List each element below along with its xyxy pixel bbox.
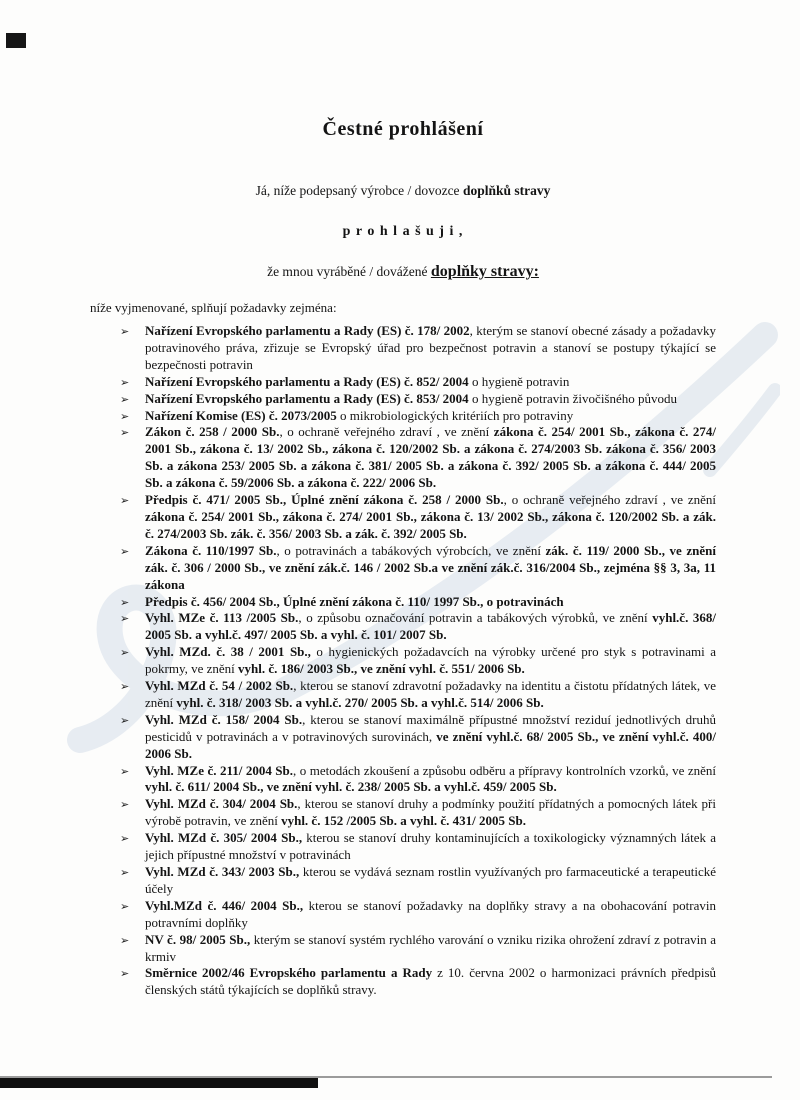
list-item [90,644,716,678]
list-item-text: Vyhl. MZd. č. 38 / 2001 Sb., o hygienických požadavcích na výrobky určené pro styk s potravinami a pokrmy, ve znění vyhl. č. 186/ 2003 Sb., ve znění vyhl. č. 551/ 2006 Sb. [145,644,716,677]
list-item [90,594,716,611]
list-item [90,543,716,594]
list-item-text: NV č. 98/ 2005 Sb., kterým se stanoví systém rychlého varování o vzniku rizika ohrožení zdraví z potravin a krmiv [145,931,716,964]
arrow-bullet-icon: ➢ [120,612,130,626]
arrow-bullet-icon: ➢ [120,544,130,558]
scan-artifact-top-left [6,33,26,48]
arrow-bullet-icon: ➢ [120,680,130,694]
arrow-bullet-icon: ➢ [120,595,130,609]
arrow-bullet-icon: ➢ [120,426,130,440]
list-item [90,492,716,543]
intro-line-3: níže vyjmenované, splňují požadavky zejména: [90,300,337,315]
arrow-bullet-icon: ➢ [120,713,130,727]
intro-line-2 [90,263,716,281]
intro-line-1-bold: doplňků stravy [462,183,551,198]
arrow-bullet-icon: ➢ [120,646,130,660]
list-item [90,374,716,391]
intro-line-1 [90,183,716,199]
list-item-text: Vyhl. MZd č. 343/ 2003 Sb., kterou se vydává seznam rostlin využívaných pro farmaceutické a terapeutické účely [145,864,716,896]
list-item-text: Vyhl. MZd č. 54 / 2002 Sb., kterou se stanoví zdravotní požadavky na identitu a čistotu přídatných látek, ve znění vyhl. č. 318/ 2003 Sb. a vyhl.č. 270/ 2005 Sb. a vyhl.č. 514/ 2006 Sb. [145,678,716,710]
list-item [90,712,716,763]
arrow-bullet-icon: ➢ [120,392,130,406]
list-item-text: Vyhl. MZe č. 211/ 2004 Sb., o metodách zkoušení a způsobu odběru a přípravy kontrolních vzorků, ve znění vyhl. č. 611/ 2004 Sb., ve znění vyhl. č. 238/ 2005 Sb. a vyhl.č. 459/ 2005 Sb. [145,762,716,795]
list-item-text: Předpis č. 456/ 2004 Sb., Úplné znění zákona č. 110/ 1997 Sb., o potravinách [145,593,564,609]
list-item [90,932,716,966]
list-item-text: Nařízení Komise (ES) č. 2073/2005 o mikrobiologických kritériích pro potraviny [145,407,574,423]
intro-line-2-text: že mnou vyráběné / dovážené [267,264,431,279]
list-item [90,424,716,492]
list-item [90,678,716,712]
document-title: Čestné prohlášení [322,118,484,140]
document-content [90,0,716,999]
intro-line-1-text: Já, níže podepsaný výrobce / dovozce [255,183,463,198]
arrow-bullet-icon: ➢ [120,866,130,879]
regulation-list [90,323,716,999]
list-item [90,965,716,999]
arrow-bullet-icon: ➢ [120,375,130,389]
declaration-word: p r o h l a š u j i , [342,224,464,239]
arrow-bullet-icon: ➢ [120,832,130,846]
list-item [90,610,716,644]
scan-artifact-bottom-bar [0,1078,318,1088]
arrow-bullet-icon: ➢ [120,967,130,981]
arrow-bullet-icon: ➢ [120,933,130,947]
list-item [90,796,716,830]
list-item-text: Vyhl. MZd č. 158/ 2004 Sb., kterou se stanoví maximálně přípustné množství reziduí jednotlivých druhů pesticidů v potravinách a v potravinových surovinách, ve znění vyhl.č. 68/ 2005 Sb., ve znění vyhl.č. 400/ 2006 Sb. [145,711,717,761]
list-item [90,898,716,932]
list-item-text: Vyhl. MZd č. 305/ 2004 Sb., kterou se stanoví druhy kontaminujících a toxikologicky významných látek a jejich přípustné množství v potravinách [145,830,716,863]
arrow-bullet-icon: ➢ [120,899,130,913]
arrow-bullet-icon: ➢ [120,494,130,508]
list-item-text: Vyhl. MZe č. 113 /2005 Sb., o způsobu označování potravin a tabákových výrobků, ve znění vyhl.č. 368/ 2005 Sb. a vyhl.č. 497/ 2005 Sb. a vyhl. č. 101/ 2007 Sb. [145,610,716,643]
list-item-text: Zákon č. 258 / 2000 Sb., o ochraně veřejného zdraví , ve znění zákona č. 254/ 2001 Sb., zákona č. 274/ 2001 Sb., zákona č. 13/ 2002 Sb., zákona č. 120/2002 Sb. a zákona č. 274/2003 Sb. zákona č. 356/ 2003 Sb. a zákona 253/ 2005 Sb. a zákona č. 381/ 2005 Sb. a zákona č. 392/ 2005 Sb. a zákona č. 444/ 2005 Sb. a zákona č. 59/2006 Sb. a zákona č. 222/ 2006 Sb. [145,424,716,491]
list-item-text: Vyhl.MZd č. 446/ 2004 Sb., kterou se stanoví požadavky na doplňky stravy a na obohacování potravin potravními doplňky [145,897,716,930]
list-item [90,763,716,797]
list-item-text: Směrnice 2002/46 Evropského parlamentu a Rady z 10. června 2002 o harmonizaci právních předpisů členských států týkajících se doplňků stravy. [145,965,716,998]
list-item [90,830,716,864]
arrow-bullet-icon: ➢ [120,409,130,423]
list-item-text: Nařízení Evropského parlamentu a Rady (ES) č. 178/ 2002, kterým se stanoví obecné zásady a požadavky potravinového práva, zřizuje se Evropský úřad pro bezpečnost potravin a stanoví se postupy týkající se bezpečnosti potravin [145,323,716,372]
list-item [90,408,716,425]
list-item [90,323,716,374]
arrow-bullet-icon: ➢ [120,764,130,778]
list-item-text: Zákona č. 110/1997 Sb., o potravinách a tabákových výrobcích, ve znění zák. č. 119/ 2000 Sb., ve znění zák. č. 306 / 2000 Sb., ve znění zák.č. 146 / 2002 Sb.a ve znění zák.č. 316/2004 Sb., zejména §§ 3, 3a, 11 zákona [145,542,716,592]
list-item-text: Nařízení Evropského parlamentu a Rady (ES) č. 853/ 2004 o hygieně potravin živočišného původu [145,390,678,406]
list-item [90,391,716,408]
arrow-bullet-icon: ➢ [120,325,130,338]
intro-line-2-bold-underlined: doplňky stravy: [430,263,539,280]
list-item-text: Nařízení Evropského parlamentu a Rady (ES) č. 852/ 2004 o hygieně potravin [145,373,570,389]
list-item-text: Předpis č. 471/ 2005 Sb., Úplné znění zákona č. 258 / 2000 Sb., o ochraně veřejného zdraví , ve znění zákona č. 254/ 2001 Sb., zákona č. 274/ 2001 Sb., zákona č. 13/ 2002 Sb., zákona č. 120/2002 Sb. a zák. č. 274/2003 Sb. zák. č. 356/ 2003 Sb. a zák. č. 392/ 2005 Sb. [145,492,716,541]
list-item [90,864,716,898]
list-item-text: Vyhl. MZd č. 304/ 2004 Sb., kterou se stanoví druhy a podmínky použití přídatných a pomocných látek při výrobě potravin, ve znění vyhl. č. 152 /2005 Sb. a vyhl. č. 431/ 2005 Sb. [145,796,716,829]
arrow-bullet-icon: ➢ [120,798,130,812]
